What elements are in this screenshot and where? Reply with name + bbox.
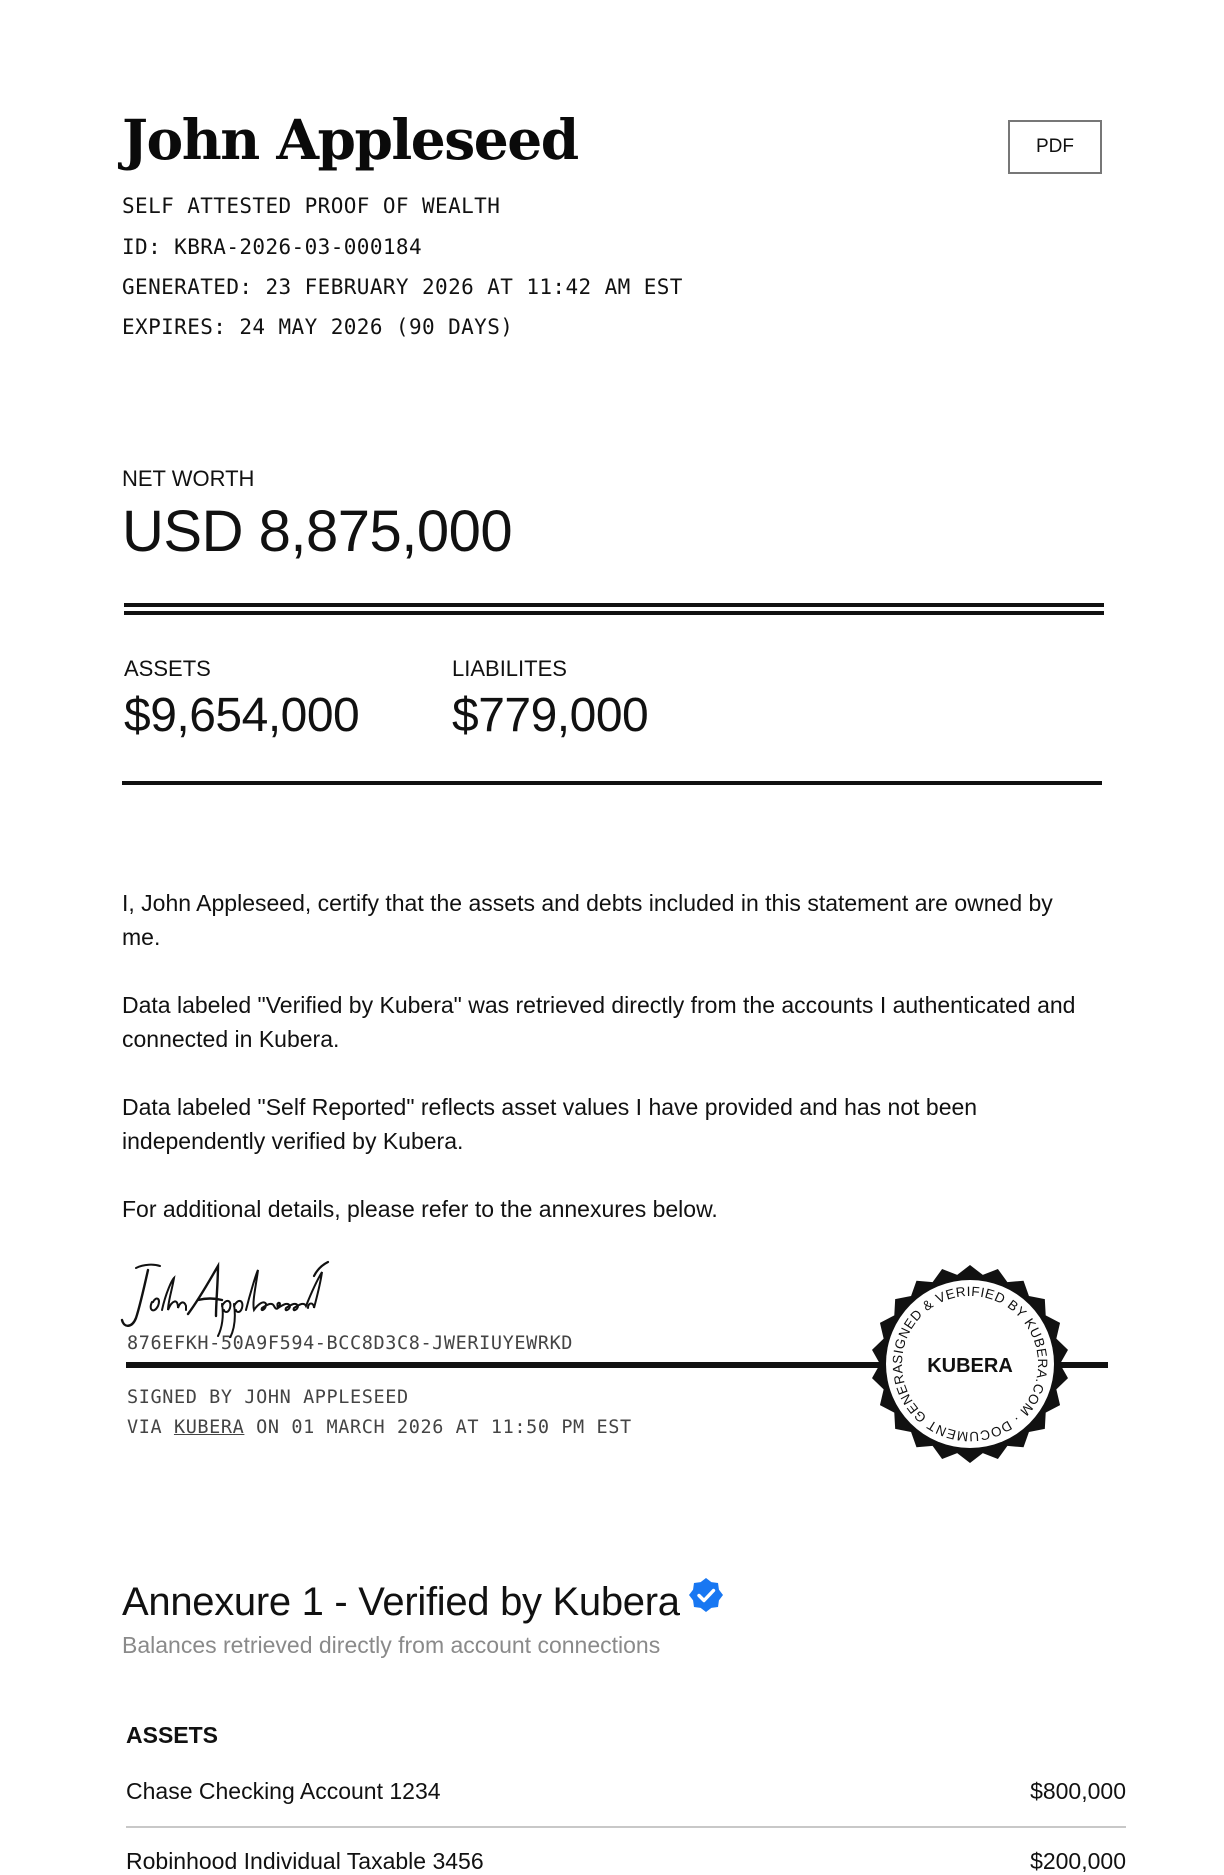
assets-label: ASSETS [124, 656, 211, 681]
table-row [126, 1848, 484, 1875]
summary-divider [122, 781, 1102, 785]
annexure-reference-paragraph: For additional details, please refer to the annexures below. [122, 1196, 718, 1222]
self-reported-paragraph: Data labeled "Self Reported" reflects asset values I have provided and has not been independently verified by Kubera. [122, 1094, 978, 1154]
handwritten-signature [118, 1258, 358, 1338]
annexure-assets-heading: ASSETS [126, 1722, 219, 1748]
table-row [126, 1778, 441, 1805]
liabilities-value: $779,000 [452, 689, 649, 742]
seal-center-text: KUBERA [927, 1355, 1013, 1377]
document-type: SELF ATTESTED PROOF OF WEALTH [122, 194, 501, 218]
net-worth-label: NET WORTH [122, 466, 255, 491]
signature-hash: 876EFKH-50A9F594-BCC8D3C8-JWERIUYEWRKD [127, 1333, 574, 1354]
expiry-date: EXPIRES: 24 MAY 2026 (90 DAYS) [122, 315, 514, 339]
verified-data-paragraph: Data labeled "Verified by Kubera" was retrieved directly from the accounts I authenticated and connected in Kubera. [122, 992, 1076, 1052]
signed-via-text: VIA KUBERA ON 01 MARCH 2026 AT 11:50 PM EST [127, 1417, 632, 1438]
certification-paragraph: I, John Appleseed, certify that the assets and debts included in this statement are owned by me. [122, 890, 1053, 950]
account-amount: $800,000 [1030, 1778, 1126, 1804]
document-id: ID: KBRA-2026-03-000184 [122, 235, 422, 259]
annexure-title: Annexure 1 - Verified by Kubera [122, 1580, 724, 1627]
seal-ring-text: SIGNED & VERIFIED BY KUBERA.COM · DOCUMENT GENERA [889, 1283, 1051, 1445]
double-rule-top [124, 603, 1104, 607]
signed-by-text: SIGNED BY JOHN APPLESEED [127, 1387, 409, 1408]
kubera-seal [870, 1262, 1070, 1466]
owner-name: John Appleseed [122, 107, 578, 172]
row-divider [126, 1826, 1126, 1828]
kubera-link[interactable]: KUBERA [173, 1417, 245, 1438]
liabilities-label: LIABILITES [452, 656, 567, 681]
annexure-subtitle: Balances retrieved directly from account connections [122, 1632, 661, 1658]
assets-value: $9,654,000 [124, 689, 360, 742]
pdf-download-button[interactable]: PDF [1008, 120, 1102, 174]
account-name: Robinhood Individual Taxable 3456 [126, 1848, 484, 1874]
account-amount: $200,000 [1030, 1848, 1126, 1874]
net-worth-value: USD 8,875,000 [122, 499, 513, 564]
double-rule-bottom [124, 611, 1104, 615]
account-name: Chase Checking Account 1234 [126, 1778, 441, 1804]
verified-badge-icon [688, 1577, 724, 1623]
generated-date: GENERATED: 23 FEBRUARY 2026 AT 11:42 AM EST [122, 275, 683, 299]
